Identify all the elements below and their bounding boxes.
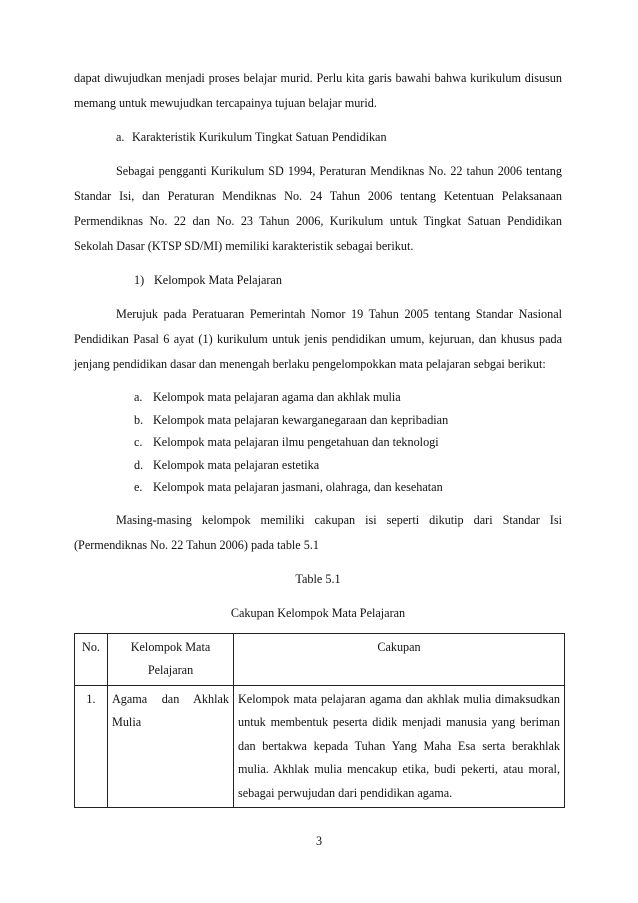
cell-cakupan: Kelompok mata pelajaran agama dan akhlak mulia dimaksudkan untuk membentuk peserta didik menjadi manusia yang beriman dan bertakwa kepada Tuhan Yang Maha Esa serta berakhlak mulia. Akhlak mulia mencakup etika, budi pekerti, atau moral, sebagai perwujudan dari pendidikan agama.	[234, 685, 565, 808]
heading-text: Kelompok Mata Pelajaran	[154, 273, 282, 287]
list-item	[74, 409, 562, 432]
list-item	[74, 386, 562, 409]
list-marker: b.	[134, 412, 144, 427]
list-item	[74, 454, 562, 477]
table-row	[75, 685, 565, 808]
cell-kelompok: Agama dan Akhlak Mulia	[108, 685, 234, 808]
list-marker: d.	[134, 457, 144, 472]
group-list	[74, 386, 562, 499]
header-cakupan: Cakupan	[234, 633, 565, 685]
table-title: Cakupan Kelompok Mata Pelajaran	[230, 605, 406, 620]
header-kelompok: Kelompok Mata Pelajaran	[108, 633, 234, 685]
heading-text: Karakteristik Kurikulum Tingkat Satuan Pendidikan	[132, 130, 387, 144]
heading-kelompok	[74, 268, 562, 293]
list-text: Kelompok mata pelajaran ilmu pengetahuan dan teknologi	[153, 435, 439, 450]
list-text: Kelompok mata pelajaran agama dan akhlak mulia	[153, 390, 401, 404]
list-item	[74, 476, 562, 499]
intro-paragraph: dapat diwujudkan menjadi proses belajar murid. Perlu kita garis bawahi bahwa kurikulum disusun memang untuk mewujudkan tercapainya tujuan belajar murid.	[74, 71, 562, 110]
list-item	[74, 431, 562, 454]
masing-paragraph: Masing-masing kelompok memiliki cakupan isi seperti dikutip dari Standar Isi (Permendiknas No. 22 Tahun 2006) pada table 5.1	[74, 512, 562, 552]
header-no: No.	[75, 633, 108, 685]
list-text: Kelompok mata pelajaran estetika	[153, 457, 320, 472]
ktsp-paragraph: Sebagai pengganti Kurikulum SD 1994, Peraturan Mendiknas No. 22 tahun 2006 tentang Standar Isi, dan Peraturan Mendiknas No. 24 Tahun 2006 tentang Ketentuan Pelaksanaan Permendiknas No. 22 dan No. 23 Tahun 2006, Kurikulum untuk Tingkat Satuan Pendidikan Sekolah Dasar (KTSP SD/MI) memiliki karakteristik sebagai berikut.	[74, 164, 562, 253]
merujuk-paragraph: Merujuk pada Peratuaran Pemerintah Nomor 19 Tahun 2005 tentang Standar Nasional Pendidikan Pasal 6 ayat (1) kurikulum untuk jenis pendidikan umum, kejuruan, dan khusus pada jenjang pendidikan dasar dan menengah berlaku pengelompokkan mata pelajaran sebgai berikut:	[74, 307, 562, 371]
list-text: Kelompok mata pelajaran jasmani, olahraga, dan kesehatan	[153, 480, 443, 495]
table-header-row	[75, 633, 565, 685]
cell-no: 1.	[75, 685, 108, 808]
heading-marker: 1)	[134, 273, 145, 287]
list-text: Kelompok mata pelajaran kewarganegaraan dan kepribadian	[153, 412, 449, 427]
cakupan-table	[74, 633, 565, 809]
heading-karakteristik	[74, 125, 562, 150]
list-marker: c.	[134, 435, 143, 450]
document-page	[74, 66, 562, 808]
table-label: Table 5.1	[295, 571, 341, 586]
page-number: 3	[315, 834, 323, 848]
list-marker: a.	[134, 390, 143, 404]
list-marker: e.	[134, 480, 143, 495]
heading-marker: a.	[116, 130, 125, 144]
